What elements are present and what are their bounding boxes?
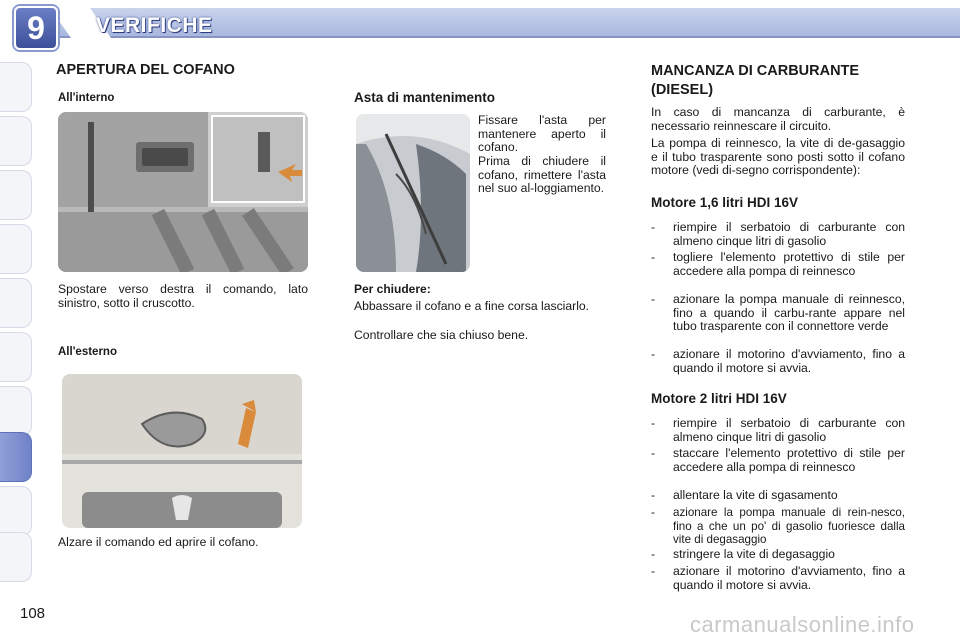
- subheading-inside: All'interno: [58, 92, 115, 104]
- subheading-to-close: Per chiudere:: [354, 282, 431, 296]
- chapter-tab-6[interactable]: [0, 332, 32, 382]
- outside-instruction: Alzare il comando ed aprire il cofano.: [58, 535, 259, 549]
- engine-1-6-step-4: - azionare il motorino d'avviamento, fino a quando il motore si avvia.: [651, 348, 905, 375]
- engine-2-0-step-3: - allentare la vite di sgasamento: [651, 489, 905, 503]
- support-rod-text-2: Prima di chiudere il cofano, rimettere l'asta nel suo al-loggiamento.: [478, 154, 606, 195]
- engine-2-0-step-1: - riempire il serbatoio di carburante con almeno cinque litri di gasolio: [651, 417, 905, 444]
- chapter-tab-11[interactable]: [0, 532, 32, 582]
- chapter-number-badge: 9: [14, 6, 58, 50]
- engine-2-0-step-6: - azionare il motorino d'avviamento, fino a quando il motore si avvia.: [651, 565, 905, 592]
- section-title-support-rod: Asta di mantenimento: [354, 90, 496, 105]
- subheading-outside: All'esterno: [58, 346, 117, 358]
- engine-2-0-title: Motore 2 litri HDI 16V: [651, 391, 787, 406]
- page-header: [0, 0, 960, 46]
- engine-2-0-step-4: - azionare la pompa manuale di rein-nesco, fino a che un po' di gasolio fuoriesce dalla vite di degasaggio: [651, 506, 905, 547]
- chapter-title: VERIFICHE: [96, 14, 213, 37]
- engine-2-0-step-5: - stringere la vite di degasaggio: [651, 548, 905, 562]
- support-rod-image: [356, 114, 470, 272]
- watermark-text: carmanualsonline.info: [690, 612, 915, 637]
- fuel-intro-2: La pompa di reinnesco, la vite di de-gasaggio e il tubo trasparente sono posti sotto il cofano motore (vedi di-segno corrispondente):: [651, 136, 905, 177]
- chapter-tab-5[interactable]: [0, 278, 32, 328]
- page-number: 108: [20, 605, 46, 622]
- chapter-tab-4[interactable]: [0, 224, 32, 274]
- engine-1-6-title: Motore 1,6 litri HDI 16V: [651, 195, 799, 210]
- interior-release-image: [58, 112, 308, 272]
- engine-1-6-step-1: - riempire il serbatoio di carburante con almeno cinque litri di gasolio: [651, 221, 905, 248]
- exterior-release-image: [62, 374, 302, 528]
- chapter-tab-1[interactable]: [0, 62, 32, 112]
- chapter-tab-9-active[interactable]: [0, 432, 32, 482]
- section-title-fuel-shortage: MANCANZA DI CARBURANTE (DIESEL): [651, 63, 860, 98]
- inside-instruction: Spostare verso destra il comando, lato sinistro, sotto il cruscotto.: [58, 282, 308, 310]
- fuel-intro-1: In caso di mancanza di carburante, è necessario reinnescare il circuito.: [651, 105, 905, 133]
- close-instruction-1: Abbassare il cofano e a fine corsa lasciarlo.: [354, 299, 590, 313]
- chapter-tab-7[interactable]: [0, 386, 32, 436]
- chapter-tabs: [0, 62, 34, 582]
- chapter-tab-3[interactable]: [0, 170, 32, 220]
- engine-1-6-step-3: - azionare la pompa manuale di reinnesco, fino a quando il carbu-rante appare nel tubo trasparente con il connettore verde: [651, 293, 905, 334]
- section-title-hood-opening: APERTURA DEL COFANO: [56, 62, 235, 78]
- close-instruction-2: Controllare che sia chiuso bene.: [354, 328, 529, 342]
- engine-1-6-step-2: - togliere l'elemento protettivo di stile per accedere alla pompa di reinnesco: [651, 251, 905, 278]
- support-rod-text-1: Fissare l'asta per mantenere aperto il cofano.: [478, 113, 606, 154]
- chapter-tab-2[interactable]: [0, 116, 32, 166]
- engine-2-0-step-2: - staccare l'elemento protettivo di stile per accedere alla pompa di reinnesco: [651, 447, 905, 474]
- chapter-tab-10[interactable]: [0, 486, 32, 536]
